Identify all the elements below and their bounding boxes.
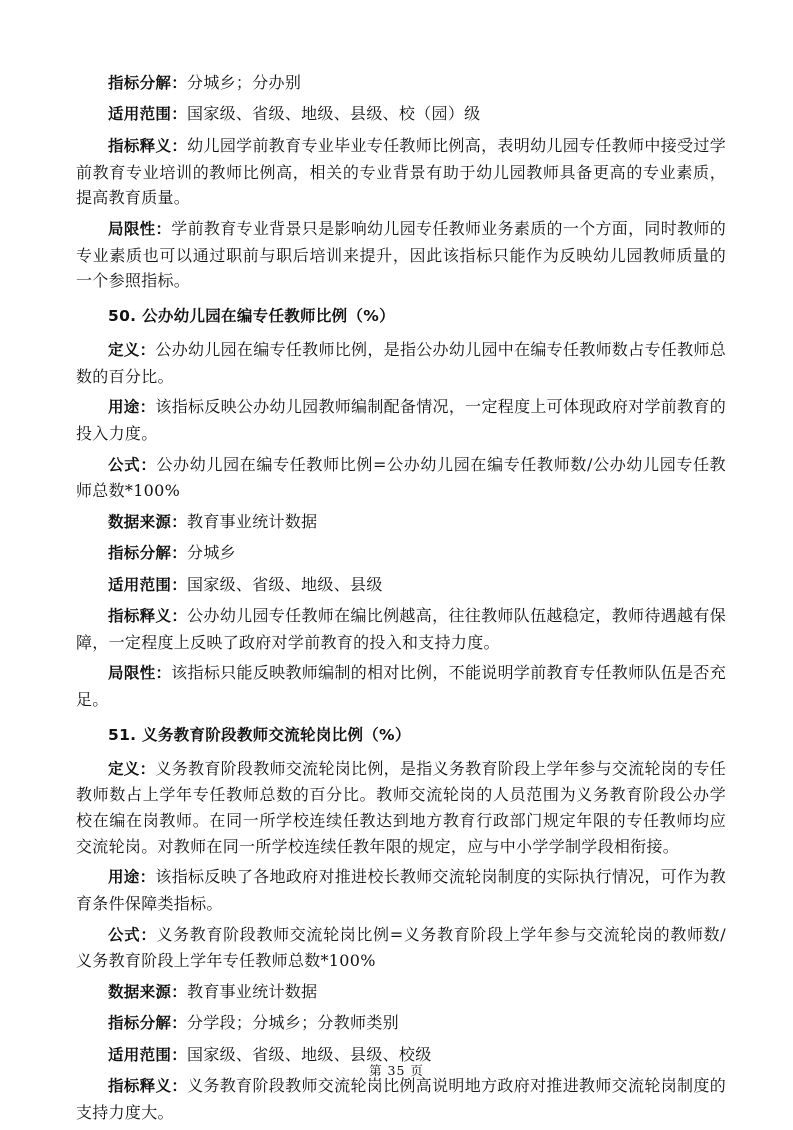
paragraph-indicator-breakdown (76, 70, 726, 97)
paragraph-interpretation (76, 1073, 726, 1126)
term-label: 指标释义： (108, 136, 188, 155)
term-label: 指标释义： (108, 1077, 188, 1095)
term-label: 定义： (108, 759, 156, 778)
term-label: 指标分解： (108, 1014, 188, 1033)
paragraph-text: 义务教育阶段教师交流轮岗比例高说明地方政府对推进教师交流轮岗制度的支持力度大。 (76, 1076, 726, 1122)
paragraph-scope (76, 101, 726, 128)
paragraph-definition (76, 756, 726, 860)
section-heading-50: 50. 公办幼儿园在编专任教师比例（%） (108, 307, 395, 326)
paragraph-text: 分学段；分城乡；分教师类别 (187, 1013, 399, 1033)
paragraph-text: 义务教育阶段教师交流轮岗比例=义务教育阶段上学年参与交流轮岗的教师数/义务教育阶段上学年专任教师总数*100% (76, 924, 726, 971)
paragraph-interpretation (76, 603, 726, 656)
paragraph-indicator-breakdown (76, 1010, 726, 1037)
page-number: 第 35 页 (369, 1063, 424, 1078)
paragraph-text: 公办幼儿园在编专任教师比例=公办幼儿园在编专任教师数/公办幼儿园专任教师总数*100% (76, 454, 726, 501)
paragraph-text: 该指标只能反映教师编制的相对比例，不能说明学前教育专任教师队伍是否充足。 (76, 663, 726, 709)
paragraph-scope (76, 572, 726, 599)
paragraph-text: 分城乡；分办别 (187, 73, 302, 92)
paragraph-purpose (76, 394, 726, 447)
paragraph-text: 国家级、省级、地级、县级 (187, 574, 383, 594)
term-label: 局限性： (108, 664, 172, 683)
section-heading-51: 51. 义务教育阶段教师交流轮岗比例（%） (108, 725, 411, 744)
paragraph-data-source (76, 979, 726, 1006)
paragraph-text: 教育事业统计数据 (187, 981, 318, 1001)
paragraph-text: 分城乡 (187, 543, 236, 563)
term-label: 公式： (108, 455, 157, 474)
term-label: 指标分解： (108, 544, 188, 563)
term-label: 用途： (108, 868, 156, 887)
paragraph-text: 国家级、省级、地级、县级、校级 (187, 1044, 432, 1064)
term-label: 用途： (108, 398, 156, 417)
term-label: 数据来源： (108, 982, 188, 1001)
term-label: 适用范围： (108, 105, 188, 124)
term-label: 局限性： (108, 219, 172, 238)
paragraph-text: 该指标反映了各地政府对推进校长教师交流轮岗制度的实际执行情况，可作为教育条件保障类指标。 (76, 867, 726, 914)
paragraph-text: 国家级、省级、地级、县级、校（园）级 (187, 104, 481, 124)
term-label: 指标分解： (108, 74, 188, 92)
paragraph-data-source (76, 509, 726, 536)
paragraph-text: 该指标反映公办幼儿园教师编制配备情况，一定程度上可体现政府对学前教育的投入力度。 (76, 397, 726, 444)
paragraph-limitation (76, 216, 726, 294)
paragraph-definition (76, 337, 726, 390)
paragraph-interpretation (76, 133, 726, 211)
paragraph-text: 义务教育阶段教师交流轮岗比例，是指义务教育阶段上学年参与交流轮岗的专任教师数占上学年专任教师总数的百分比。教师交流轮岗的人员范围为义务教育阶段公办学校在编在岗教师。在同一所学校连续任教达到地方教育行政部门规定年限的专任教师均应交流轮岗。对教师在同一所学校连续任教年限的规定，应与中小学学制学段相衔接。 (76, 758, 726, 857)
paragraph-text: 公办幼儿园在编专任教师比例，是指公办幼儿园中在编专任教师数占专任教师总数的百分比。 (76, 340, 726, 386)
paragraph-text: 幼儿园学前教育专业毕业专任教师比例高，表明幼儿园专任教师中接受过学前教育专业培训的教师比例高，相关的专业背景有助于幼儿园教师具备更高的专业素质，提高教育质量。 (76, 135, 726, 208)
paragraph-purpose (76, 864, 726, 917)
paragraph-limitation (76, 660, 726, 713)
document-body (76, 70, 726, 1130)
paragraph-text: 公办幼儿园专任教师在编比例越高，往往教师队伍越稳定，教师待遇越有保障，一定程度上反映了政府对学前教育的投入和支持力度。 (76, 605, 726, 652)
term-label: 数据来源： (108, 512, 188, 531)
paragraph-text: 学前教育专业背景只是影响幼儿园专任教师业务素质的一个方面，同时教师的专业素质也可以通过职前与职后培训来提升，因此该指标只能作为反映幼儿园教师质量的一个参照指标。 (76, 218, 726, 291)
paragraph-indicator-breakdown (76, 540, 726, 567)
term-label: 适用范围： (108, 575, 188, 594)
term-label: 公式： (108, 925, 157, 944)
paragraph-text: 教育事业统计数据 (187, 511, 318, 531)
paragraph-formula (76, 922, 726, 975)
paragraph-formula (76, 452, 726, 505)
term-label: 适用范围： (108, 1045, 188, 1064)
term-label: 定义： (108, 341, 156, 360)
term-label: 指标释义： (108, 606, 188, 625)
